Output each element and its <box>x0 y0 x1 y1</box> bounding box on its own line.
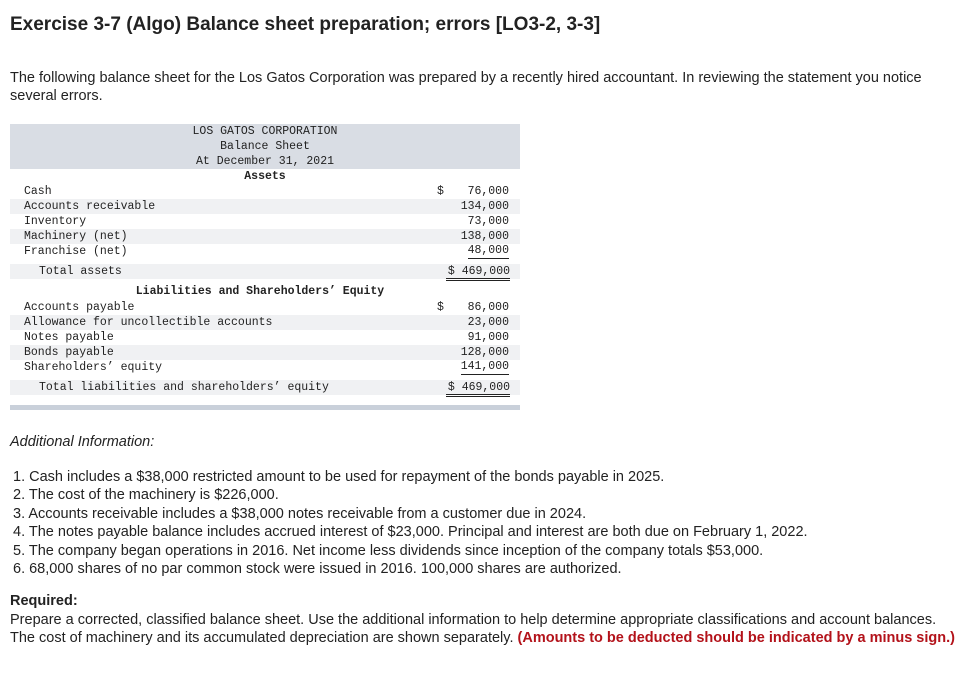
required-instructions: Prepare a corrected, classified balance sheet. Use the additional information to help determine appropriate classifications and account balances. The cost of machinery and its accumulated depreciation are shown separately. <box>10 612 937 647</box>
liability-amount: 91,000 <box>467 331 509 344</box>
liability-amount: 86,000 <box>467 301 509 314</box>
asset-row <box>10 214 520 229</box>
required-text <box>10 611 960 648</box>
liability-amount: 128,000 <box>460 346 509 359</box>
additional-info-list <box>13 468 808 578</box>
assets-heading: Assets <box>244 170 286 183</box>
total-assets-label: Total assets <box>39 265 122 278</box>
balance-sheet-table <box>10 124 520 410</box>
liability-row <box>10 315 520 330</box>
asset-label: Inventory <box>24 215 87 228</box>
list-item: 1. Cash includes a $38,000 restricted amount to be used for repayment of the bonds payable in 2025. <box>13 469 665 485</box>
total-assets-row <box>10 264 520 279</box>
liability-label: Notes payable <box>24 331 114 344</box>
list-item: 2. The cost of the machinery is $226,000. <box>13 487 279 504</box>
asset-row <box>10 229 520 244</box>
liability-label: Accounts payable <box>24 301 135 314</box>
asset-label: Franchise (net) <box>24 245 128 258</box>
liability-amount: 141,000 <box>460 360 509 373</box>
list-item: 4. The notes payable balance includes accrued interest of $23,000. Principal and interest are both due on February 1, 2022. <box>13 524 808 541</box>
dollar-sign: $ <box>437 301 444 314</box>
asset-amount: 76,000 <box>467 185 509 198</box>
total-liabilities-label: Total liabilities and shareholders’ equity <box>39 381 329 394</box>
intro-text: The following balance sheet for the Los Gatos Corporation was prepared by a recently hired accountant. In reviewing the statement you notice several errors. <box>10 70 922 104</box>
liability-amount: 23,000 <box>467 316 509 329</box>
required-note: (Amounts to be deducted should be indicated by a minus sign.) <box>517 630 955 647</box>
dollar-sign: $ <box>437 185 444 198</box>
liability-label: Shareholders’ equity <box>24 361 163 374</box>
asset-amount: 134,000 <box>460 200 509 213</box>
total-liabilities-value <box>436 380 510 397</box>
asset-row <box>10 184 520 199</box>
liability-row <box>10 345 520 360</box>
statement-date: At December 31, 2021 <box>195 155 335 168</box>
dollar-sign: $ <box>447 381 455 394</box>
asset-amount: 138,000 <box>460 230 509 243</box>
asset-amount: 73,000 <box>467 215 509 228</box>
asset-amount: 48,000 <box>467 244 509 257</box>
total-assets-value <box>436 264 510 281</box>
asset-row <box>10 199 520 214</box>
asset-label: Accounts receivable <box>24 200 156 213</box>
liability-label: Allowance for uncollectible accounts <box>24 316 273 329</box>
required-heading: Required: <box>10 593 78 609</box>
total-liabilities-amount: 469,000 <box>461 381 510 394</box>
liability-row <box>10 330 520 345</box>
liability-row <box>10 360 520 375</box>
asset-label: Cash <box>24 185 52 198</box>
list-item: 6. 68,000 shares of no par common stock were issued in 2016. 100,000 shares are authorized. <box>13 561 622 578</box>
list-item: 5. The company began operations in 2016. Net income less dividends since inception of the company totals $53,000. <box>13 542 764 559</box>
dollar-sign: $ <box>447 265 455 278</box>
total-liabilities-row <box>10 380 520 395</box>
total-assets-amount: 469,000 <box>461 265 510 278</box>
asset-label: Machinery (net) <box>24 230 128 243</box>
table-bottom-border <box>10 405 520 410</box>
asset-row <box>10 244 520 259</box>
liability-label: Bonds payable <box>24 346 114 359</box>
liability-row <box>10 300 520 315</box>
additional-info-heading: Additional Information: <box>10 434 155 450</box>
list-item: 3. Accounts receivable includes a $38,000 notes receivable from a customer due in 2024. <box>13 505 587 522</box>
company-name: LOS GATOS CORPORATION <box>192 125 338 138</box>
exercise-title: Exercise 3-7 (Algo) Balance sheet preparation; errors [LO3-2, 3-3] <box>10 14 601 35</box>
liabilities-heading: Liabilities and Shareholders’ Equity <box>135 285 385 298</box>
statement-name: Balance Sheet <box>220 140 310 153</box>
